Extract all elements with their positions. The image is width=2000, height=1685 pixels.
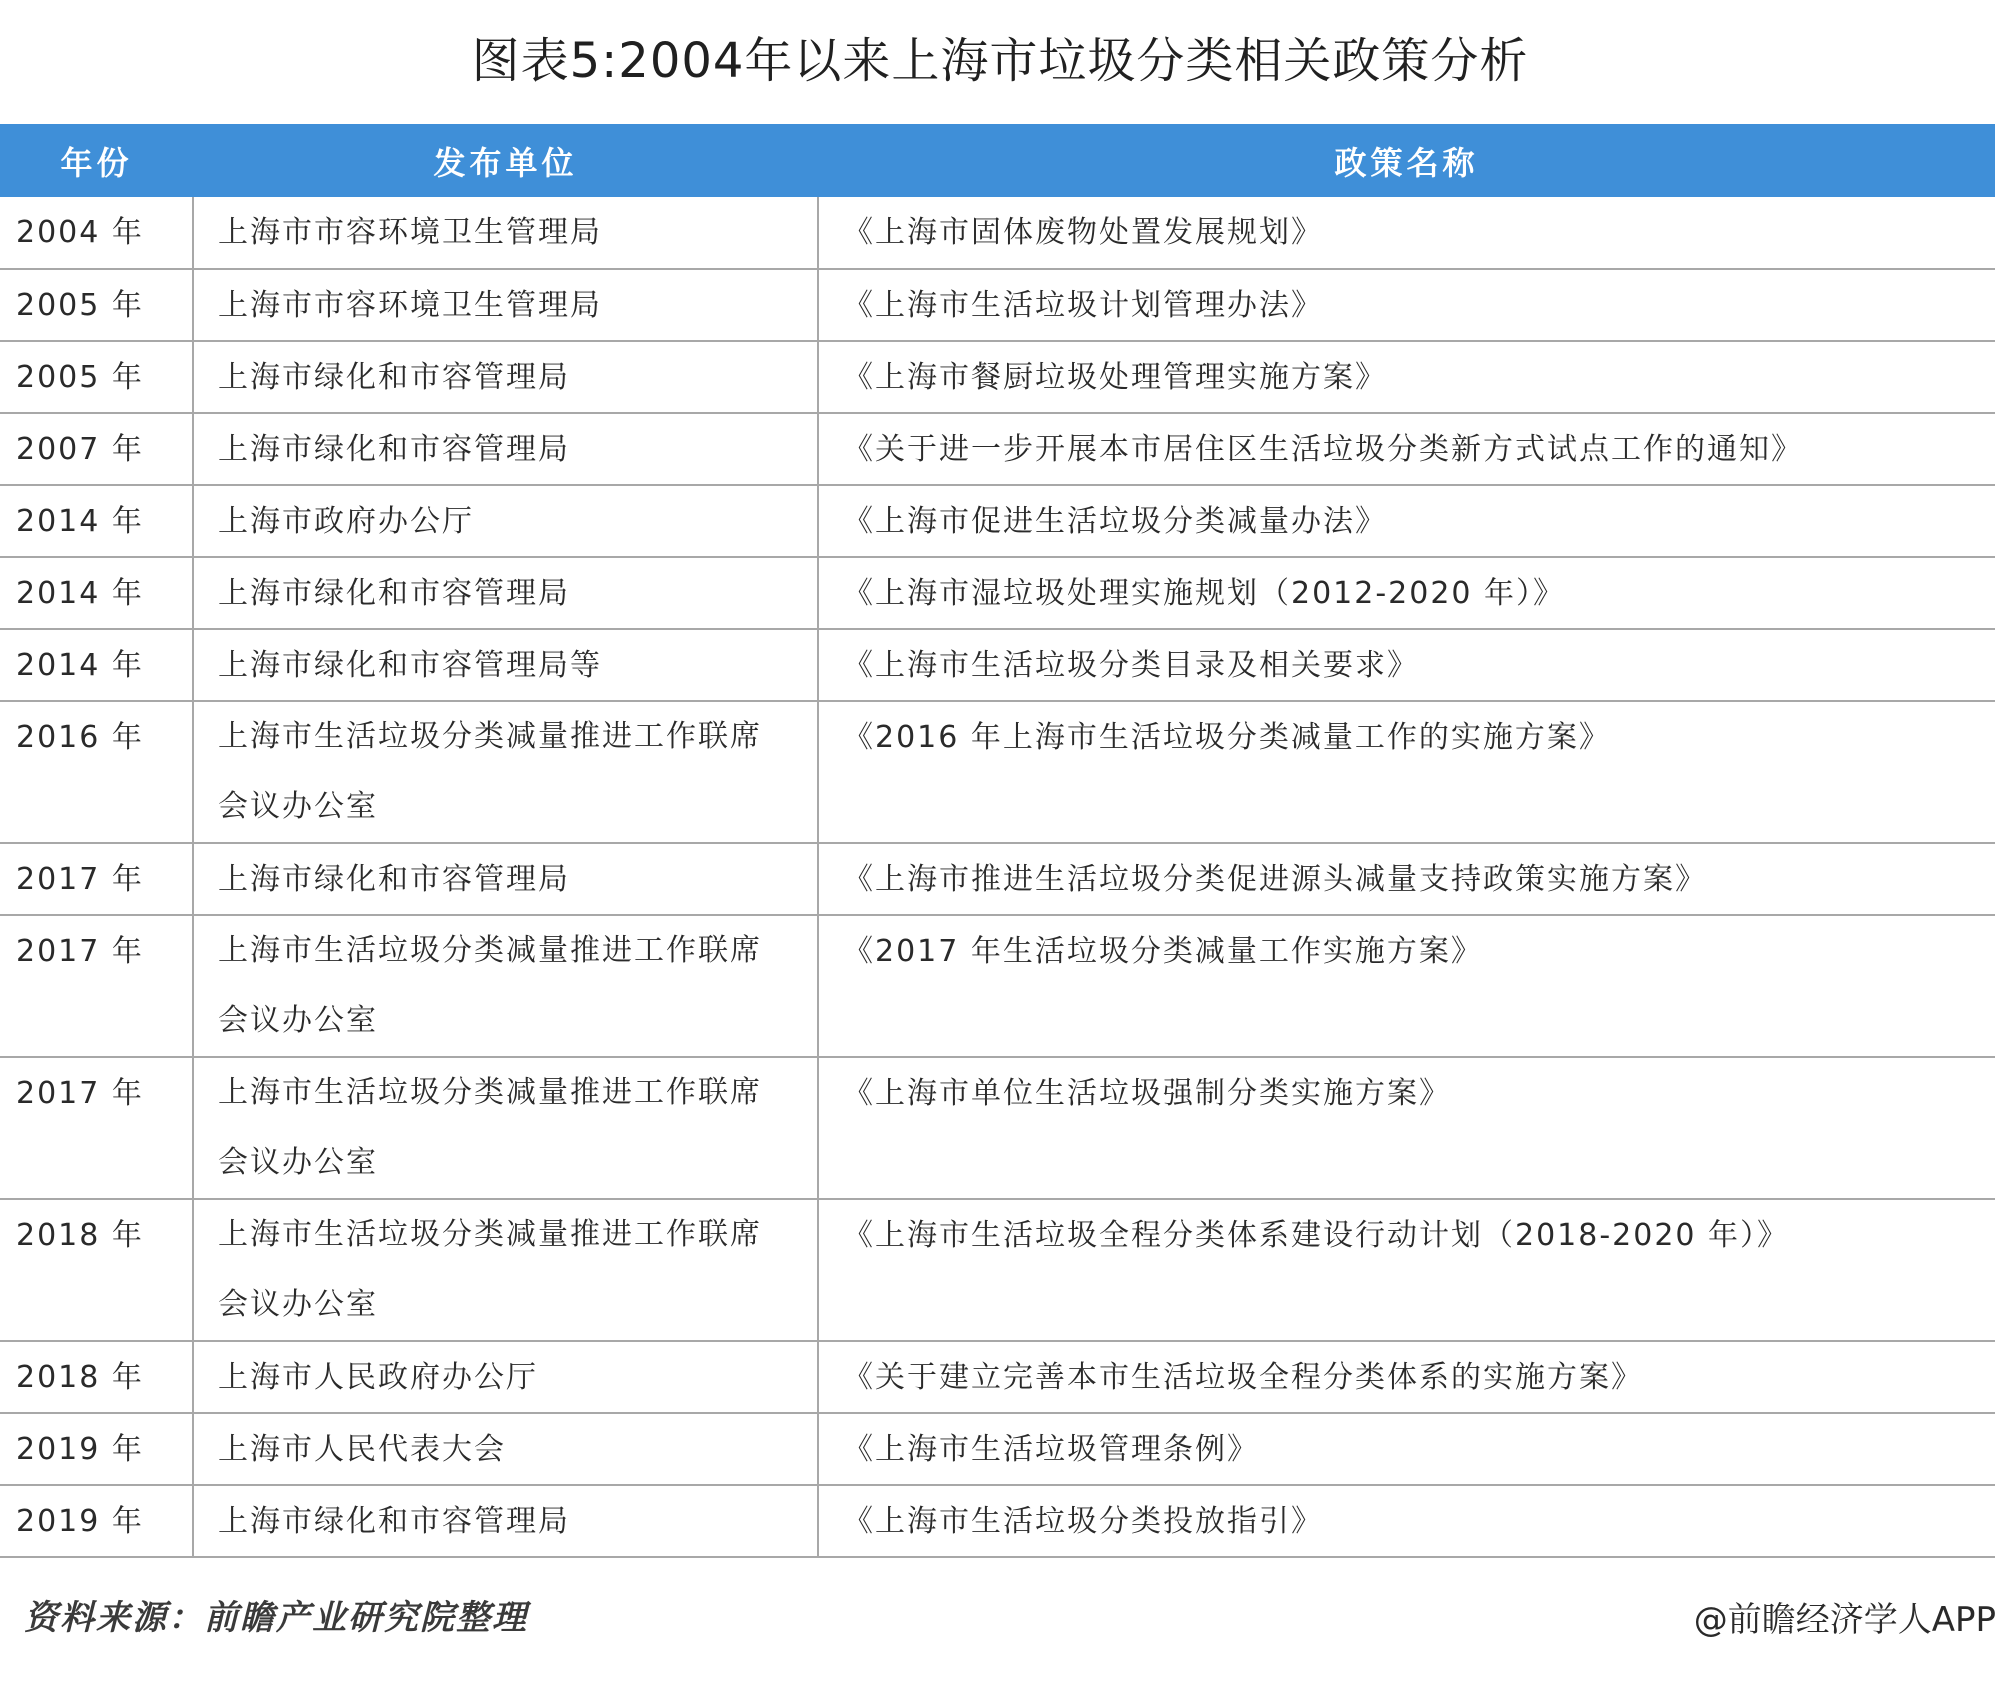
cell-year: 2019 年 — [0, 1485, 193, 1557]
header-policy-name: 政策名称 — [818, 124, 1995, 197]
page-title: 图表5:2004年以来上海市垃圾分类相关政策分析 — [471, 33, 1529, 89]
header-publisher: 发布单位 — [193, 124, 818, 197]
footer — [0, 1590, 2000, 1650]
cell-publisher: 上海市政府办公厅 — [193, 485, 818, 557]
cell-policy-name: 《上海市餐厨垃圾处理管理实施方案》 — [818, 341, 1995, 413]
table-row — [0, 269, 1995, 341]
cell-publisher: 上海市绿化和市容管理局 — [193, 413, 818, 485]
cell-policy-name: 《上海市固体废物处置发展规划》 — [818, 197, 1995, 269]
cell-publisher: 上海市生活垃圾分类减量推进工作联席会议办公室 — [193, 701, 818, 843]
cell-year: 2014 年 — [0, 485, 193, 557]
cell-policy-name: 《上海市生活垃圾计划管理办法》 — [818, 269, 1995, 341]
cell-policy-name: 《上海市推进生活垃圾分类促进源头减量支持政策实施方案》 — [818, 843, 1995, 915]
cell-policy-name: 《上海市生活垃圾管理条例》 — [818, 1413, 1995, 1485]
cell-policy-name: 《关于建立完善本市生活垃圾全程分类体系的实施方案》 — [818, 1341, 1995, 1413]
table-row — [0, 629, 1995, 701]
cell-policy-name: 《上海市生活垃圾分类目录及相关要求》 — [818, 629, 1995, 701]
policy-table-container — [0, 124, 1995, 1558]
cell-publisher: 上海市人民代表大会 — [193, 1413, 818, 1485]
credit-note: @前瞻经济学人APP — [1693, 1600, 1996, 1640]
table-row — [0, 843, 1995, 915]
cell-year: 2005 年 — [0, 341, 193, 413]
cell-year: 2014 年 — [0, 557, 193, 629]
cell-year: 2014 年 — [0, 629, 193, 701]
cell-year: 2005 年 — [0, 269, 193, 341]
cell-year: 2017 年 — [0, 843, 193, 915]
table-row — [0, 1341, 1995, 1413]
table-row — [0, 1413, 1995, 1485]
cell-publisher: 上海市生活垃圾分类减量推进工作联席会议办公室 — [193, 1057, 818, 1199]
cell-year: 2007 年 — [0, 413, 193, 485]
cell-publisher: 上海市绿化和市容管理局 — [193, 843, 818, 915]
table-header-row — [0, 124, 1995, 197]
cell-publisher: 上海市绿化和市容管理局等 — [193, 629, 818, 701]
cell-year: 2016 年 — [0, 701, 193, 843]
table-header — [0, 124, 1995, 197]
table-body — [0, 197, 1995, 1557]
cell-year: 2019 年 — [0, 1413, 193, 1485]
cell-publisher: 上海市市容环境卫生管理局 — [193, 197, 818, 269]
cell-year: 2017 年 — [0, 1057, 193, 1199]
table-row — [0, 485, 1995, 557]
cell-year: 2017 年 — [0, 915, 193, 1057]
table-row — [0, 557, 1995, 629]
table-row — [0, 915, 1995, 1057]
table-row — [0, 413, 1995, 485]
table-row — [0, 1199, 1995, 1341]
cell-publisher: 上海市绿化和市容管理局 — [193, 341, 818, 413]
cell-policy-name: 《上海市湿垃圾处理实施规划（2012-2020 年）》 — [818, 557, 1995, 629]
table-row — [0, 341, 1995, 413]
cell-policy-name: 《关于进一步开展本市居住区生活垃圾分类新方式试点工作的通知》 — [818, 413, 1995, 485]
cell-policy-name: 《上海市生活垃圾分类投放指引》 — [818, 1485, 1995, 1557]
cell-publisher: 上海市生活垃圾分类减量推进工作联席会议办公室 — [193, 1199, 818, 1341]
cell-publisher: 上海市人民政府办公厅 — [193, 1341, 818, 1413]
cell-policy-name: 《上海市生活垃圾全程分类体系建设行动计划（2018-2020 年）》 — [818, 1199, 1995, 1341]
cell-policy-name: 《2017 年生活垃圾分类减量工作实施方案》 — [818, 915, 1995, 1057]
cell-policy-name: 《2016 年上海市生活垃圾分类减量工作的实施方案》 — [818, 701, 1995, 843]
cell-publisher: 上海市市容环境卫生管理局 — [193, 269, 818, 341]
table-row — [0, 197, 1995, 269]
cell-year: 2018 年 — [0, 1341, 193, 1413]
cell-publisher: 上海市绿化和市容管理局 — [193, 557, 818, 629]
table-row — [0, 1057, 1995, 1199]
policy-table — [0, 124, 1995, 1558]
header-year: 年份 — [0, 124, 193, 197]
cell-year: 2018 年 — [0, 1199, 193, 1341]
source-note: 资料来源：前瞻产业研究院整理 — [24, 1598, 528, 1638]
cell-publisher: 上海市绿化和市容管理局 — [193, 1485, 818, 1557]
cell-publisher: 上海市生活垃圾分类减量推进工作联席会议办公室 — [193, 915, 818, 1057]
table-row — [0, 701, 1995, 843]
cell-policy-name: 《上海市促进生活垃圾分类减量办法》 — [818, 485, 1995, 557]
cell-policy-name: 《上海市单位生活垃圾强制分类实施方案》 — [818, 1057, 1995, 1199]
table-row — [0, 1485, 1995, 1557]
cell-year: 2004 年 — [0, 197, 193, 269]
